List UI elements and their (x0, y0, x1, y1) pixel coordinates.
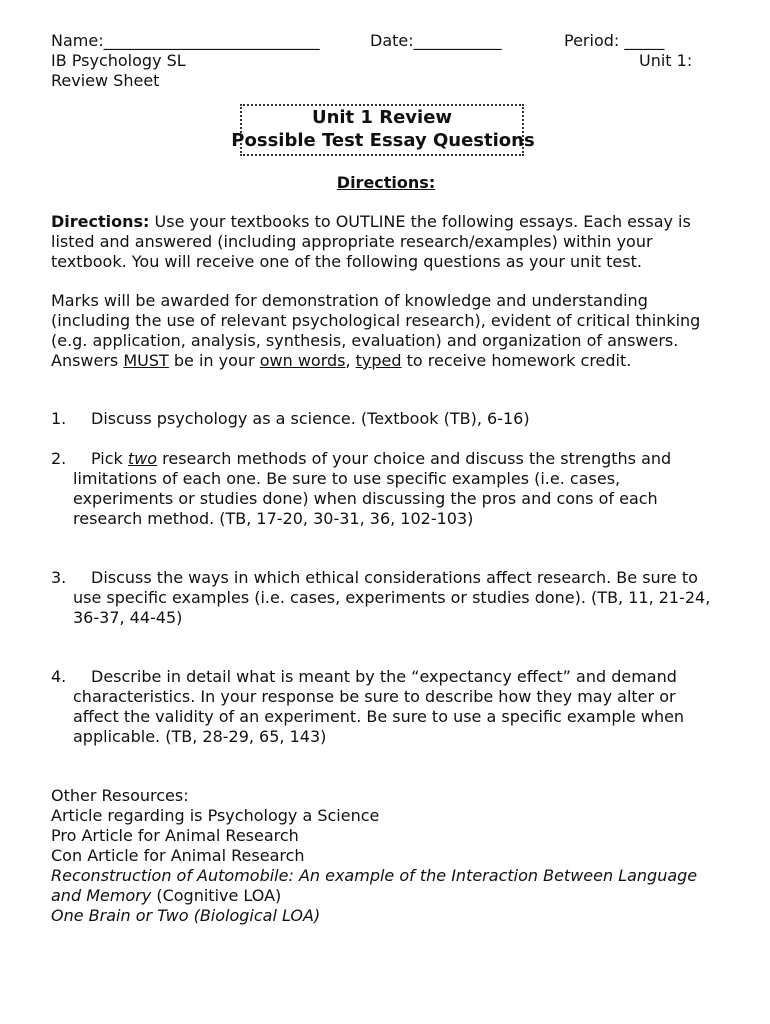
question-text: Describe in detail what is meant by the “expectancy effect” and demand characteristics. In your response be sure to describe how they may alter or affect the validity of an experiment. Be sure to use a specific example when applicable. (TB, 28-29, 65, 143) (73, 667, 685, 746)
course-name: IB Psychology SL (51, 51, 186, 70)
question-item (51, 449, 721, 529)
question-item (51, 667, 721, 747)
unit-label: Unit 1: (639, 51, 693, 70)
question-emphasis: two (127, 449, 158, 468)
resource-pro-animal[interactable]: Pro Article for Animal Research (51, 826, 299, 845)
question-item (51, 568, 721, 628)
period-field (564, 31, 664, 51)
marks-own-words: own words (259, 351, 346, 370)
resource-reconstruction-tail: (Cognitive LOA) (151, 886, 282, 905)
question-text: Discuss the ways in which ethical considerations affect research. Be sure to use specific examples (i.e. cases, experiments or studies done). (TB, 11, 21-24, 36-37, 44-45) (73, 568, 711, 627)
marks-text-3: to receive homework credit. (401, 351, 632, 370)
question-list (51, 409, 721, 747)
title-line-1: Unit 1 Review (311, 107, 453, 128)
resource-reconstruction-italic: and Memory (51, 886, 152, 905)
directions-lead: Directions: (51, 212, 150, 231)
marks-typed: typed (355, 351, 402, 370)
worksheet-page (51, 31, 721, 926)
resource-reconstruction-line-2[interactable] (51, 886, 721, 906)
name-field (51, 31, 320, 51)
date-field (370, 31, 502, 51)
question-number: 2. (51, 449, 67, 468)
directions-text: Use your textbooks to OUTLINE the following essays. Each essay is listed and answered (including appropriate research/examples) within your textbook. You will receive one of the following questions as your unit test. (51, 212, 691, 271)
resource-one-brain[interactable]: One Brain or Two (Biological LOA) (51, 906, 321, 925)
resource-article-science[interactable]: Article regarding is Psychology a Science (51, 806, 380, 825)
period-label: Period: (564, 31, 625, 50)
marks-text-1: Marks will be awarded for demonstration of knowledge and understanding (including the use of relevant psychological research), evident of critical thinking (e.g. application, analysis, synthesis, evaluation) and organization of answers. Answers (51, 291, 701, 370)
period-blank: _____ (624, 31, 665, 50)
question-number: 1. (51, 409, 67, 428)
directions-paragraph (51, 212, 721, 272)
question-text: Discuss psychology as a science. (Textbook (TB), 6-16) (91, 409, 530, 428)
date-label: Date: (370, 31, 414, 50)
marks-text-2: be in your (168, 351, 260, 370)
date-blank: ___________ (413, 31, 502, 50)
name-blank: ___________________________ (103, 31, 320, 50)
sheet-label: Review Sheet (51, 71, 160, 90)
resources-heading: Other Resources: (51, 786, 189, 805)
resource-con-animal[interactable]: Con Article for Animal Research (51, 846, 305, 865)
name-label: Name: (51, 31, 104, 50)
question-pre: Pick (91, 449, 128, 468)
title-box (231, 104, 535, 156)
resources-section (51, 786, 721, 926)
marks-comma: , (345, 351, 356, 370)
title-line-2: Possible Test Essay Questions (231, 130, 535, 151)
directions-heading: Directions: (336, 173, 436, 192)
header-block (51, 31, 721, 91)
marks-must: MUST (123, 351, 169, 370)
question-number: 4. (51, 667, 67, 686)
question-number: 3. (51, 568, 67, 587)
resource-reconstruction-line-1[interactable]: Reconstruction of Automobile: An example of the Interaction Between Language (51, 866, 698, 885)
question-item (51, 409, 721, 429)
marks-paragraph (51, 291, 721, 371)
question-text: research methods of your choice and discuss the strengths and limitations of each one. Be sure to use specific examples (i.e. cases, experiments or studies done) when discussing the pros and cons of each research method. (TB, 17-20, 30-31, 36, 102-103) (73, 449, 672, 528)
